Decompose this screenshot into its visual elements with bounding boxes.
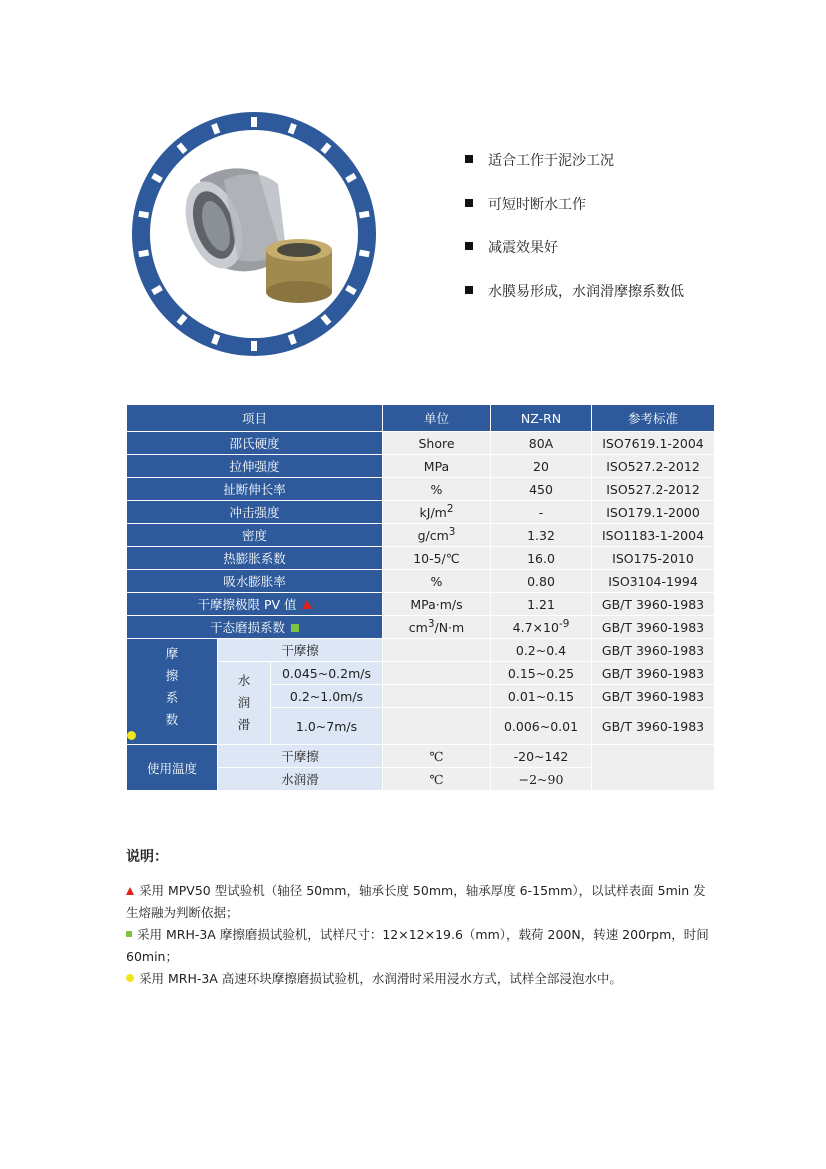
row-standard: GB/T 3960-1983 (592, 593, 715, 616)
yellow-dot-icon (127, 731, 217, 740)
feature-text: 可短时断水工作 (488, 196, 586, 213)
table-row (127, 524, 715, 547)
spec-table (126, 404, 715, 791)
row-standard: ISO3104-1994 (592, 570, 715, 593)
square-bullet-icon (465, 155, 473, 163)
friction-coefficient-label (127, 639, 218, 745)
row-item: 拉伸强度 (127, 455, 383, 478)
row-standard: GB/T 3960-1983 (592, 639, 715, 662)
row-value: 0.01~0.15 (491, 685, 592, 708)
row-value: 0.006~0.01 (491, 708, 592, 745)
row-unit (383, 501, 491, 524)
row-item-label: 干态磨损系数 (209, 620, 285, 635)
notes-section (126, 846, 710, 990)
temperature-condition: 水润滑 (218, 768, 383, 791)
row-unit: 10-5/℃ (383, 547, 491, 570)
row-value: 0.15~0.25 (491, 662, 592, 685)
header-unit: 单位 (383, 405, 491, 432)
unit-text-b: /N·m (434, 620, 465, 636)
temperature-condition: 干摩擦 (218, 745, 383, 768)
label-char: 润 (237, 695, 251, 710)
row-standard: GB/T 3960-1983 (592, 708, 715, 745)
yellow-dot-icon (126, 974, 134, 982)
row-unit: Shore (383, 432, 491, 455)
table-row (127, 616, 715, 639)
row-item: 邵氏硬度 (127, 432, 383, 455)
row-value: 80A (491, 432, 592, 455)
value-base: 4.7×10 (512, 620, 559, 636)
green-square-icon (126, 931, 132, 937)
row-unit (383, 639, 491, 662)
rubber-bushing (266, 239, 332, 303)
temperature-row (127, 745, 715, 768)
label-char: 滑 (237, 717, 251, 732)
red-triangle-icon (302, 600, 312, 609)
row-unit (383, 685, 491, 708)
table-header-row (127, 405, 715, 432)
unit-text-a: cm (408, 620, 428, 636)
table-row (127, 593, 715, 616)
header-item: 项目 (127, 405, 383, 432)
label-char: 擦 (165, 668, 179, 683)
label-char: 水 (237, 673, 251, 688)
row-unit (383, 524, 491, 547)
square-bullet-icon (465, 286, 473, 294)
label-char: 系 (165, 690, 179, 705)
row-standard: ISO527.2-2012 (592, 455, 715, 478)
row-value: 450 (491, 478, 592, 501)
temperature-label: 使用温度 (127, 745, 218, 791)
feature-item (465, 237, 684, 281)
table-row (127, 478, 715, 501)
row-standard (592, 745, 715, 791)
row-unit (383, 708, 491, 745)
row-unit (383, 662, 491, 685)
row-item: 吸水膨胀率 (127, 570, 383, 593)
row-value: -20~142 (491, 745, 592, 768)
row-unit: ℃ (383, 745, 491, 768)
row-unit: ℃ (383, 768, 491, 791)
red-triangle-icon (126, 887, 134, 895)
row-value: 16.0 (491, 547, 592, 570)
value-exponent: -9 (558, 618, 570, 631)
row-standard: ISO1183-1-2004 (592, 524, 715, 547)
header-standard: 参考标准 (592, 405, 715, 432)
row-item: 扯断伸长率 (127, 478, 383, 501)
row-standard: GB/T 3960-1983 (592, 662, 715, 685)
note-text: 采用 MRH-3A 摩擦磨损试验机，试样尺寸：12×12×19.6（mm），载荷 200N，转速 200rpm，时间 60min； (126, 927, 709, 964)
square-bullet-icon (465, 199, 473, 207)
table-row (127, 547, 715, 570)
row-item: 冲击强度 (127, 501, 383, 524)
row-standard: ISO7619.1-2004 (592, 432, 715, 455)
dry-friction-label: 干摩擦 (218, 639, 383, 662)
table-row (127, 501, 715, 524)
feature-list (465, 150, 684, 324)
row-standard: ISO179.1-2000 (592, 501, 715, 524)
water-lubrication-label (218, 662, 271, 745)
unit-text: g/cm (417, 528, 449, 544)
row-standard: GB/T 3960-1983 (592, 616, 715, 639)
note-text: 采用 MPV50 型试验机（轴径 50mm，轴承长度 50mm，轴承厚度 6-15mm），以试样表面 5min 发生熔融为判断依据； (126, 883, 706, 920)
row-value: 1.32 (491, 524, 592, 547)
row-value: - (491, 501, 592, 524)
label-char: 摩 (165, 646, 179, 661)
row-item (127, 616, 383, 639)
note-item (126, 924, 710, 968)
row-item-label: 干摩擦极限 PV 值 (197, 597, 297, 612)
label-char: 数 (165, 712, 179, 727)
unit-superscript: 3 (427, 618, 435, 631)
table-row (127, 570, 715, 593)
row-unit: % (383, 570, 491, 593)
row-value: 0.2~0.4 (491, 639, 592, 662)
row-unit: % (383, 478, 491, 501)
speed-range: 1.0~7m/s (271, 708, 383, 745)
row-item: 热膨胀系数 (127, 547, 383, 570)
feature-text: 适合工作于泥沙工况 (488, 153, 614, 169)
note-item (126, 880, 710, 924)
notes-title: 说明： (126, 849, 168, 865)
row-unit: MPa·m/s (383, 593, 491, 616)
unit-text: kJ/m (419, 505, 447, 521)
row-unit: MPa (383, 455, 491, 478)
feature-item (465, 281, 684, 325)
row-item: 密度 (127, 524, 383, 547)
speed-range: 0.2~1.0m/s (271, 685, 383, 708)
feature-text: 减震效果好 (488, 240, 558, 256)
note-item (126, 968, 710, 990)
row-value: 20 (491, 455, 592, 478)
header-grade: NZ-RN (491, 405, 592, 432)
product-image (128, 110, 380, 358)
feature-text: 水膜易形成，水润滑摩擦系数低 (488, 283, 684, 300)
table-row (127, 455, 715, 478)
row-value (491, 616, 592, 639)
feature-item (465, 150, 684, 194)
table-row (127, 432, 715, 455)
row-value: 0.80 (491, 570, 592, 593)
row-standard: ISO175-2010 (592, 547, 715, 570)
row-unit (383, 616, 491, 639)
unit-superscript: 3 (448, 526, 456, 539)
speed-range: 0.045~0.2m/s (271, 662, 383, 685)
friction-dry-row (127, 639, 715, 662)
unit-superscript: 2 (446, 503, 454, 516)
row-standard: ISO527.2-2012 (592, 478, 715, 501)
row-standard: GB/T 3960-1983 (592, 685, 715, 708)
feature-item (465, 194, 684, 238)
row-value: −2~90 (491, 768, 592, 791)
green-square-icon (291, 624, 299, 632)
row-value: 1.21 (491, 593, 592, 616)
note-text: 采用 MRH-3A 高速环块摩擦磨损试验机，水润滑时采用浸水方式，试样全部浸泡水中。 (139, 971, 622, 986)
square-bullet-icon (465, 242, 473, 250)
row-item (127, 593, 383, 616)
